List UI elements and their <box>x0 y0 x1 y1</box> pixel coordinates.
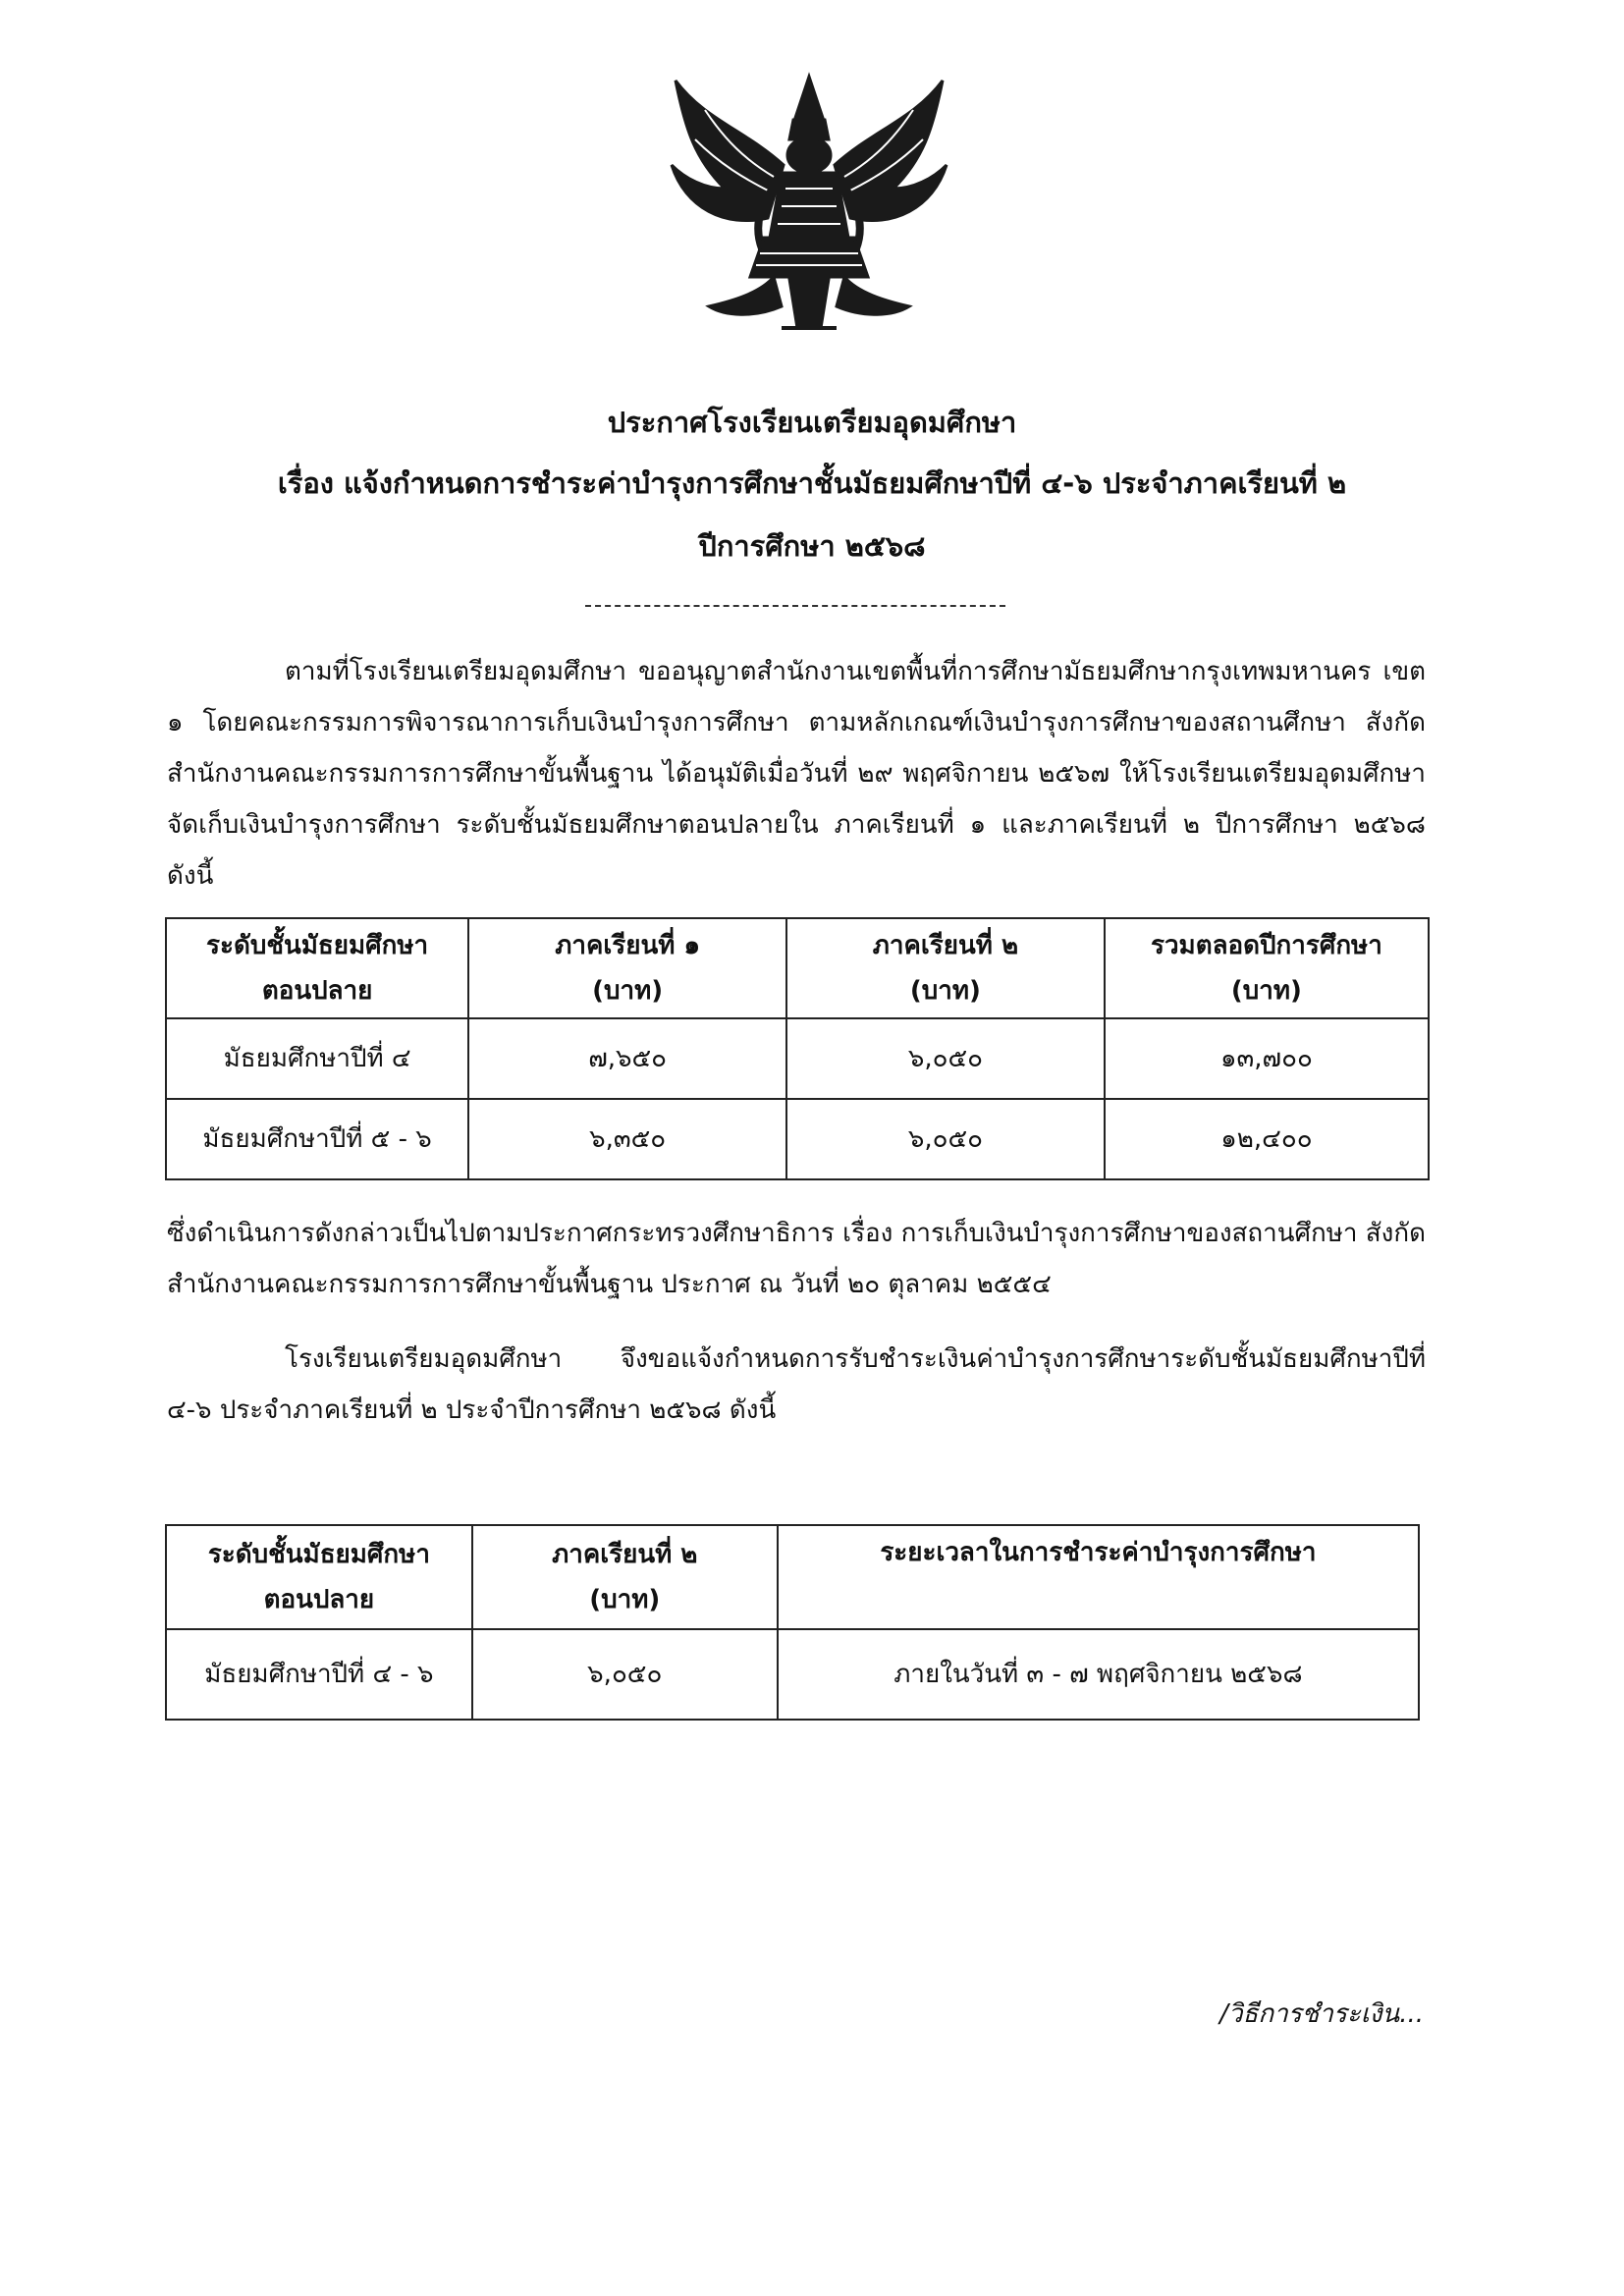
cell-total: ๑๓,๗๐๐ <box>1105 1018 1429 1099</box>
subject-line-2: ปีการศึกษา ๒๕๖๘ <box>698 529 926 563</box>
table-header-row <box>166 1525 1419 1629</box>
header-cell-term2: ภาคเรียนที่ ๒ (บาท) <box>786 918 1105 1018</box>
table-row <box>166 1018 1429 1099</box>
paragraph-schedule-intro: โรงเรียนเตรียมอุดมศึกษา จึงขอแจ้งกำหนดการรับชำระเงินค่าบำรุงการศึกษาระดับชั้นมัธยมศึกษาปีที่ ๔-๖ ประจำภาคเรียนที่ ๒ ประจำปีการศึกษา ๒๕๖๘ ดังนี้ <box>167 1344 1426 1425</box>
cell-level: มัธยมศึกษาปีที่ ๔ <box>166 1018 468 1099</box>
cell-payment-period: ภายในวันที่ ๓ - ๗ พฤศจิกายน ๒๕๖๘ <box>778 1629 1419 1720</box>
separator-line <box>585 605 1005 607</box>
cell-term2: ๖,๐๕๐ <box>472 1629 778 1720</box>
garuda-emblem-icon <box>666 71 952 338</box>
cell-total: ๑๒,๔๐๐ <box>1105 1099 1429 1179</box>
cell-term1: ๗,๖๕๐ <box>468 1018 786 1099</box>
announcement-title: ประกาศโรงเรียนเตรียมอุดมศึกษา <box>607 406 1017 439</box>
header-cell-term1: ภาคเรียนที่ ๑ (บาท) <box>468 918 786 1018</box>
cell-term2: ๖,๐๕๐ <box>786 1018 1105 1099</box>
table-header-row <box>166 918 1429 1018</box>
subject-line-1: เรื่อง แจ้งกำหนดการชำระค่าบำรุงการศึกษาชั้นมัธยมศึกษาปีที่ ๔-๖ ประจำภาคเรียนที่ ๒ <box>277 466 1347 500</box>
continuation-note: /วิธีการชำระเงิน... <box>1219 1999 1424 2029</box>
header-cell-level: ระดับชั้นมัธยมศึกษา ตอนปลาย <box>166 918 468 1018</box>
header-cell-payment-period: ระยะเวลาในการชำระค่าบำรุงการศึกษา <box>778 1525 1419 1629</box>
fee-table-annual <box>165 917 1430 1180</box>
paragraph-intro: ตามที่โรงเรียนเตรียมอุดมศึกษา ขออนุญาตสำนักงานเขตพื้นที่การศึกษามัธยมศึกษากรุงเทพมหานคร เขต ๑ โดยคณะกรรมการพิจารณาการเก็บเงินบำรุงการศึกษา ตามหลักเกณฑ์เงินบำรุงการศึกษาของสถานศึกษา สังกัดสำนักงานคณะกรรมการการศึกษาขั้นพื้นฐาน ได้อนุมัติเมื่อวันที่ ๒๙ พฤศจิกายน ๒๕๖๗ ให้โรงเรียนเตรียมอุดมศึกษาจัดเก็บเงินบำรุงการศึกษา ระดับชั้นมัธยมศึกษาตอนปลายใน ภาคเรียนที่ ๑ และภาคเรียนที่ ๒ ปีการศึกษา ๒๕๖๘ ดังนี้ <box>167 657 1426 891</box>
cell-level: มัธยมศึกษาปีที่ ๕ - ๖ <box>166 1099 468 1179</box>
cell-term1: ๖,๓๕๐ <box>468 1099 786 1179</box>
header-cell-total: รวมตลอดปีการศึกษา (บาท) <box>1105 918 1429 1018</box>
cell-term2: ๖,๐๕๐ <box>786 1099 1105 1179</box>
paragraph-regulation: ซึ่งดำเนินการดังกล่าวเป็นไปตามประกาศกระทรวงศึกษาธิการ เรื่อง การเก็บเงินบำรุงการศึกษาของสถานศึกษา สังกัดสำนักงานคณะกรรมการการศึกษาขั้นพื้นฐาน ประกาศ ณ วันที่ ๒๐ ตุลาคม ๒๕๕๔ <box>167 1219 1426 1299</box>
cell-level: มัธยมศึกษาปีที่ ๔ - ๖ <box>166 1629 472 1720</box>
table-row <box>166 1629 1419 1720</box>
header-cell-term2: ภาคเรียนที่ ๒ (บาท) <box>472 1525 778 1629</box>
header-cell-level: ระดับชั้นมัธยมศึกษา ตอนปลาย <box>166 1525 472 1629</box>
table-row <box>166 1099 1429 1179</box>
fee-table-payment-schedule <box>165 1524 1420 1721</box>
